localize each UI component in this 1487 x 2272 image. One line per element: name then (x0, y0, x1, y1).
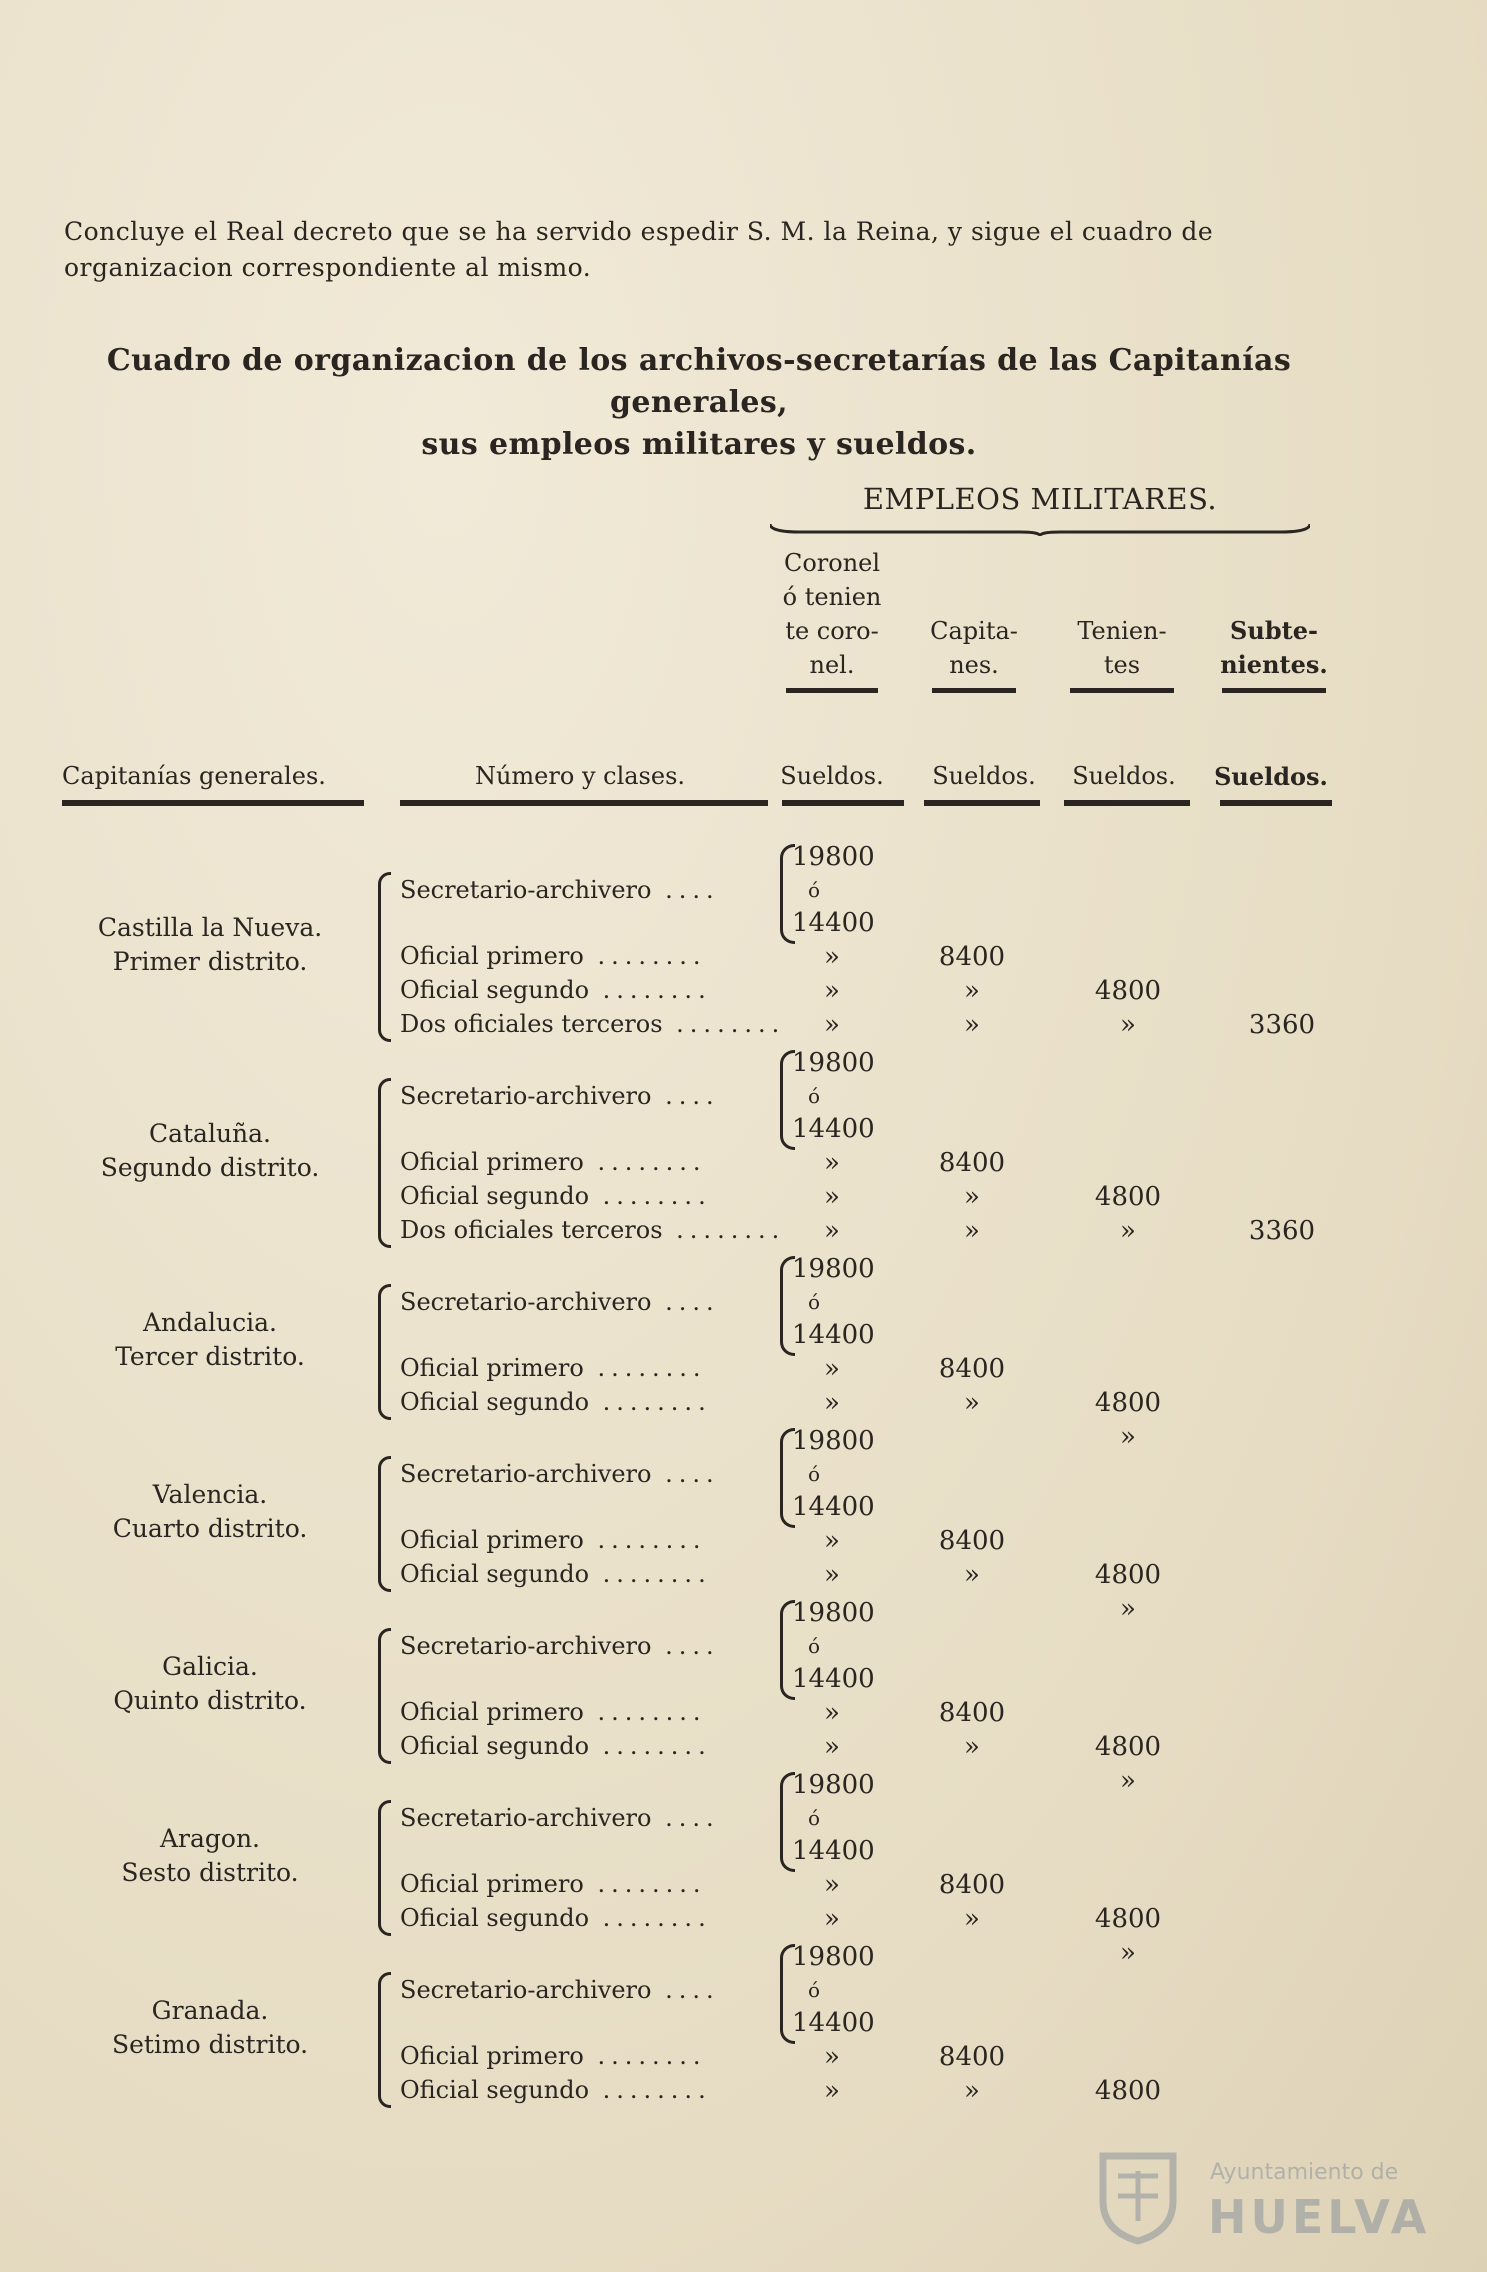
salary-low: 14400 (792, 1836, 875, 1866)
cell-c3: 4800 (1094, 1388, 1162, 1418)
cell-c1: » (824, 1732, 840, 1762)
rank-lieutenants-l2: tes (1103, 651, 1141, 679)
row-label: Secretario-archivero (400, 1082, 652, 1110)
table-row (400, 1904, 712, 1932)
col-header-salary-4: Sueldos. (1214, 762, 1328, 791)
col-header-salary-2: Sueldos. (932, 762, 1036, 790)
cell-c3: » (1120, 1010, 1136, 1040)
rank-colonel-l3: te coro- (785, 617, 879, 645)
leader-dots: ........ (589, 1732, 712, 1760)
table-row (400, 976, 712, 1004)
leader-dots: .... (651, 876, 720, 904)
row-secretary (400, 1804, 720, 1832)
row-label: Oficial segundo (400, 976, 590, 1004)
salary-high: 19800 (792, 1598, 875, 1628)
salary-or: ó (807, 1462, 821, 1486)
salary-low: 14400 (792, 1114, 875, 1144)
leader-dots: ........ (583, 942, 707, 970)
row-label: Oficial primero (400, 2042, 584, 2070)
row-secretary (400, 876, 720, 904)
cell-c2: » (964, 1182, 980, 1212)
salary-or: ó (807, 1634, 821, 1658)
cell-c4: 3360 (1248, 1216, 1316, 1246)
row-label: Oficial primero (400, 1870, 584, 1898)
table-row (400, 1354, 706, 1382)
cell-c2: » (964, 976, 980, 1006)
col-rule-salary-2 (924, 800, 1040, 806)
cell-c2: » (964, 1216, 980, 1246)
leader-dots: ........ (583, 1354, 707, 1382)
shield-logo-icon (1088, 2146, 1188, 2246)
table-row (400, 1182, 712, 1210)
rank-colonel-l4: nel. (809, 651, 855, 679)
cell-c1: » (824, 2042, 840, 2072)
district-name: Andalucia. (142, 1308, 277, 1337)
group-brace (378, 1078, 391, 1248)
salary-or: ó (807, 1290, 821, 1314)
row-label: Secretario-archivero (400, 1460, 652, 1488)
cell-c1: » (824, 1698, 840, 1728)
table-title (64, 340, 1334, 466)
group-brace (378, 1456, 391, 1592)
leader-dots: ........ (662, 1216, 786, 1244)
cell-c2: » (964, 2076, 980, 2106)
cell-c2: » (964, 1732, 980, 1762)
leader-dots: ........ (589, 1904, 712, 1932)
cell-carry: » (1120, 1766, 1136, 1796)
group-brace (378, 872, 391, 1042)
district-subtitle: Quinto distrito. (113, 1686, 307, 1715)
salary-low: 14400 (792, 1492, 875, 1522)
header-brace (770, 522, 1310, 536)
leader-dots: ........ (662, 1010, 786, 1038)
row-label: Secretario-archivero (400, 876, 652, 904)
row-label: Dos oficiales terceros (400, 1216, 663, 1244)
rank-captains-l1: Capita- (930, 617, 1018, 645)
group-brace (378, 1800, 391, 1936)
table-title-line-2: sus empleos militares y sueldos. (421, 427, 977, 462)
district-subtitle: Primer distrito. (112, 947, 308, 976)
rank-sublieutenants-l2: nientes. (1220, 650, 1328, 679)
salary-high: 19800 (792, 1426, 875, 1456)
col-rule-salary-3 (1064, 800, 1190, 806)
salary-or: ó (807, 1084, 821, 1108)
leader-dots: .... (651, 1632, 720, 1660)
rank-captains-rule (932, 688, 1016, 693)
cell-c1: » (824, 1904, 840, 1934)
row-label: Secretario-archivero (400, 1976, 652, 2004)
cell-c1: » (824, 2076, 840, 2106)
rank-captains (914, 614, 1034, 693)
salary-or: ó (807, 878, 821, 902)
rank-colonel-rule (786, 688, 878, 693)
salary-high: 19800 (792, 842, 875, 872)
rank-captains-l2: nes. (949, 651, 999, 679)
rank-lieutenants-l1: Tenien- (1077, 617, 1167, 645)
district-name: Granada. (151, 1996, 269, 2025)
table-row (400, 942, 706, 970)
table-row (400, 1526, 706, 1554)
salary-high: 19800 (792, 1254, 875, 1284)
district-name: Galicia. (162, 1652, 258, 1681)
rank-sublieutenants-rule (1222, 688, 1326, 693)
rank-lieutenants (1062, 614, 1182, 693)
cell-c2: » (964, 1010, 980, 1040)
salary-high: 19800 (792, 1770, 875, 1800)
cell-c3: 4800 (1094, 2076, 1162, 2106)
cell-c3: 4800 (1094, 1904, 1162, 1934)
cell-carry: » (1120, 1422, 1136, 1452)
district-subtitle: Tercer distrito. (115, 1342, 305, 1371)
row-label: Oficial segundo (400, 1732, 590, 1760)
group-brace (378, 1972, 391, 2108)
district-subtitle: Setimo distrito. (111, 2030, 309, 2059)
district-name: Castilla la Nueva. (97, 913, 323, 942)
cell-c2: 8400 (938, 2042, 1006, 2072)
row-label: Oficial primero (400, 1354, 584, 1382)
leader-dots: ........ (583, 1870, 707, 1898)
cell-c1: » (824, 1870, 840, 1900)
leader-dots: ........ (583, 1698, 707, 1726)
col-header-classes: Número y clases. (474, 762, 686, 790)
cell-c2: 8400 (938, 1698, 1006, 1728)
col-rule-salary-4 (1220, 800, 1332, 806)
row-label: Oficial primero (400, 1698, 584, 1726)
col-header-salary-1: Sueldos. (780, 762, 884, 790)
table-row (400, 1010, 785, 1038)
cell-c2: » (964, 1904, 980, 1934)
leader-dots: .... (651, 1976, 720, 2004)
group-brace (378, 1628, 391, 1764)
salary-or: ó (807, 1978, 821, 2002)
table-row (400, 1148, 706, 1176)
cell-c1: » (824, 1388, 840, 1418)
district-subtitle: Sesto distrito. (121, 1858, 299, 1887)
rank-sublieutenants-l1: Subte- (1230, 616, 1318, 645)
watermark-small-text: Ayuntamiento de (1210, 2160, 1399, 2185)
cell-c1: » (824, 1560, 840, 1590)
leader-dots: .... (651, 1288, 720, 1316)
cell-c1: » (824, 1354, 840, 1384)
cell-c3: 4800 (1094, 1560, 1162, 1590)
table-row (400, 1870, 706, 1898)
row-label: Dos oficiales terceros (400, 1010, 663, 1038)
col-rule-classes (400, 800, 768, 806)
cell-c1: » (824, 976, 840, 1006)
salary-high: 19800 (792, 1942, 875, 1972)
table-row (400, 1732, 712, 1760)
intro-paragraph: Concluye el Real decreto que se ha servido espedir S. M. la Reina, y sigue el cuadro de organizacion correspondiente al mismo. (64, 217, 1214, 282)
salary-or: ó (807, 1806, 821, 1830)
row-secretary (400, 1460, 720, 1488)
cell-c2: 8400 (938, 1148, 1006, 1178)
district-name: Valencia. (152, 1480, 268, 1509)
cell-c1: » (824, 1148, 840, 1178)
row-label: Oficial primero (400, 1526, 584, 1554)
leader-dots: ........ (583, 1526, 707, 1554)
cell-c2: » (964, 1560, 980, 1590)
table-row (400, 2042, 706, 2070)
row-secretary (400, 1632, 720, 1660)
salary-low: 14400 (792, 1320, 875, 1350)
leader-dots: ........ (589, 1388, 712, 1416)
watermark (1080, 2140, 1431, 2250)
table-row (400, 1698, 706, 1726)
row-label: Oficial primero (400, 1148, 584, 1176)
cell-c3: 4800 (1094, 1732, 1162, 1762)
leader-dots: ........ (589, 1560, 712, 1588)
cell-c1: » (824, 1182, 840, 1212)
table-row (400, 1388, 712, 1416)
row-secretary (400, 1976, 720, 2004)
row-label: Oficial segundo (400, 1182, 590, 1210)
row-label: Oficial segundo (400, 2076, 590, 2104)
salary-high: 19800 (792, 1048, 875, 1078)
cell-c2: 8400 (938, 1526, 1006, 1556)
row-secretary (400, 1082, 720, 1110)
leader-dots: .... (651, 1082, 720, 1110)
table-row (400, 1560, 712, 1588)
leader-dots: ........ (583, 2042, 707, 2070)
rank-sublieutenants (1214, 614, 1334, 693)
salary-low: 14400 (792, 1664, 875, 1694)
col-header-salary-3: Sueldos. (1072, 762, 1176, 790)
cell-c2: 8400 (938, 1870, 1006, 1900)
row-label: Oficial segundo (400, 1560, 590, 1588)
col-rule-salary-1 (782, 800, 904, 806)
cell-c3: 4800 (1094, 1182, 1162, 1212)
cell-c4: 3360 (1248, 1010, 1316, 1040)
rank-colonel-l2: ó tenien (782, 583, 882, 611)
cell-c1: » (824, 1526, 840, 1556)
cell-carry: » (1120, 1594, 1136, 1624)
leader-dots: ........ (589, 1182, 712, 1210)
row-label: Secretario-archivero (400, 1804, 652, 1832)
district-name: Aragon. (159, 1824, 260, 1853)
leader-dots: .... (651, 1804, 720, 1832)
row-label: Oficial primero (400, 942, 584, 970)
cell-carry: » (1120, 1938, 1136, 1968)
table-row (400, 1216, 785, 1244)
row-label: Oficial segundo (400, 1388, 590, 1416)
leader-dots: ........ (589, 2076, 712, 2104)
cell-c3: 4800 (1094, 976, 1162, 1006)
leader-dots: ........ (583, 1148, 707, 1176)
row-label: Oficial segundo (400, 1904, 590, 1932)
rank-colonel (772, 546, 892, 693)
rank-lieutenants-rule (1070, 688, 1174, 693)
watermark-big-text: HUELVA (1208, 2190, 1431, 2244)
leader-dots: .... (651, 1460, 720, 1488)
district-subtitle: Cuarto distrito. (112, 1514, 308, 1543)
cell-c3: » (1120, 1216, 1136, 1246)
salary-low: 14400 (792, 908, 875, 938)
row-label: Secretario-archivero (400, 1288, 652, 1316)
cell-c1: » (824, 1010, 840, 1040)
group-brace (378, 1284, 391, 1420)
row-secretary (400, 1288, 720, 1316)
cell-c1: » (824, 942, 840, 972)
salary-low: 14400 (792, 2008, 875, 2038)
table-title-line-1: Cuadro de organizacion de los archivos-secretarías de las Capitanías generales, (106, 343, 1292, 420)
row-label: Secretario-archivero (400, 1632, 652, 1660)
col-rule-districts (62, 800, 364, 806)
cell-c2: 8400 (938, 1354, 1006, 1384)
table-row (400, 2076, 712, 2104)
leader-dots: ........ (589, 976, 712, 1004)
cell-c2: » (964, 1388, 980, 1418)
col-header-districts: Capitanías generales. (62, 762, 326, 790)
rank-colonel-l1: Coronel (783, 549, 881, 577)
district-subtitle: Segundo distrito. (100, 1153, 320, 1182)
military-ranks-header: EMPLEOS MILITARES. (862, 482, 1218, 516)
cell-c1: » (824, 1216, 840, 1246)
cell-c2: 8400 (938, 942, 1006, 972)
district-name: Cataluña. (148, 1119, 272, 1148)
